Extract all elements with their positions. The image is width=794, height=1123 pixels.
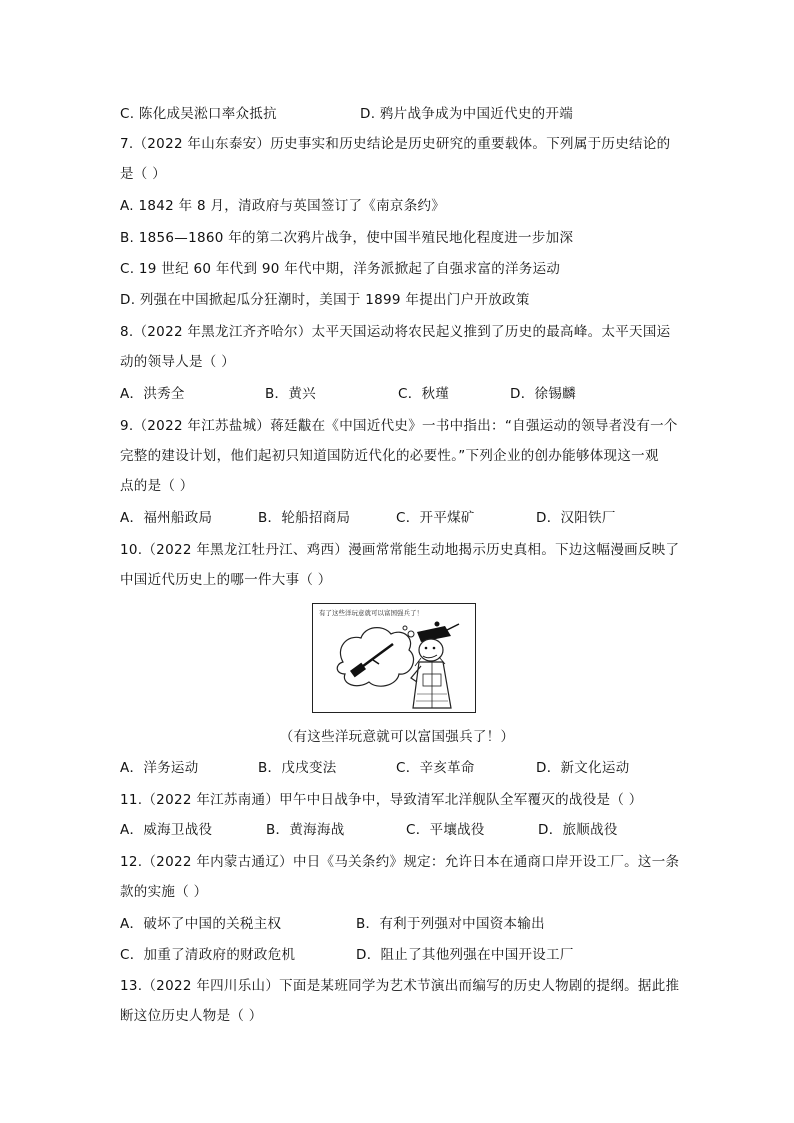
q8-number: 8. — [120, 324, 134, 340]
qing-official-figure — [411, 622, 459, 709]
q7-stem: 历史事实和历史结论是历史研究的重要载体。下列属于历史结论的 — [270, 136, 671, 152]
q12-option-a: A．破坏了中国的关税主权 — [120, 916, 282, 932]
q11-stem-line1 — [120, 790, 643, 810]
q9-stem-line3: 点的是（ ） — [120, 478, 194, 494]
q10-option-a: A．洋务运动 — [120, 760, 199, 776]
q10-number: 10. — [120, 542, 143, 558]
q9-option-a: A．福州船政局 — [120, 510, 213, 526]
q9-stem-line2: 完整的建设计划，他们起初只知道国防近代化的必要性。”下列企业的创办能够体现这一观 — [120, 448, 659, 464]
q10-stem-line1 — [120, 540, 679, 560]
q9-option-d: D．汉阳铁厂 — [536, 510, 616, 526]
q9-number: 9. — [120, 418, 134, 434]
q11-option-d: D．旅顺战役 — [538, 822, 618, 838]
q10-stem: 漫画常常能生动地揭示历史真相。下边这幅漫画反映了 — [348, 542, 680, 558]
q9-stem: 蒋廷黻在《中国近代史》一书中指出：“自强运动的领导者没有一个 — [270, 418, 678, 434]
q13-stem: 下面是某班同学为艺术节演出而编写的历史人物剧的提纲。据此推 — [279, 978, 680, 994]
q12-stem-line2: 款的实施（ ） — [120, 884, 208, 900]
q7-source: （2022 年山东泰安） — [133, 136, 271, 152]
q7-number: 7. — [120, 136, 134, 152]
q7-stem-line2: 是（ ） — [120, 166, 166, 182]
q8-stem: 太平天国运动将农民起义推到了历史的最高峰。太平天国运 — [311, 324, 671, 340]
q8-option-a: A．洪秀全 — [120, 386, 185, 402]
q12-option-d: D．阻止了其他列强在中国开设工厂 — [356, 947, 574, 963]
q7-option-a: A. 1842 年 8 月，清政府与英国签订了《南京条约》 — [120, 198, 446, 214]
q12-source: （2022 年内蒙古通辽） — [142, 854, 293, 870]
cartoon-drawing — [313, 604, 475, 712]
q8-option-b: B．黄兴 — [265, 386, 316, 402]
q12-number: 12. — [120, 854, 143, 870]
q10-option-d: D．新文化运动 — [536, 760, 630, 776]
q6-option-d: D. 鸦片战争成为中国近代史的开端 — [360, 106, 574, 122]
q10-stem-line2: 中国近代历史上的哪一件大事（ ） — [120, 572, 332, 588]
q13-stem-line2: 断这位历史人物是（ ） — [120, 1008, 263, 1024]
q11-source: （2022 年江苏南通） — [142, 792, 280, 808]
q8-stem-line1 — [120, 322, 670, 342]
q11-option-c: C．平壤战役 — [406, 822, 485, 838]
q11-option-a: A．威海卫战役 — [120, 822, 213, 838]
q13-stem-line1 — [120, 976, 679, 996]
q7-option-c: C. 19 世纪 60 年代到 90 年代中期，洋务派掀起了自强求富的洋务运动 — [120, 261, 561, 277]
q11-stem: 甲午中日战争中，导致清军北洋舰队全军覆灭的战役是（ ） — [279, 792, 643, 808]
q8-option-d: D．徐锡麟 — [510, 386, 576, 402]
cartoon-speech-text: 有了这些洋玩意就可以富国强兵了！ — [319, 609, 423, 617]
q9-option-c: C．开平煤矿 — [396, 510, 475, 526]
bubble-dot — [403, 626, 407, 630]
q12-option-c: C．加重了清政府的财政危机 — [120, 947, 296, 963]
q12-stem-line1 — [120, 852, 679, 872]
bubble-dot — [408, 631, 414, 637]
q10-option-b: B．戊戌变法 — [258, 760, 337, 776]
q13-number: 13. — [120, 978, 143, 994]
q9-option-b: B．轮船招商局 — [258, 510, 351, 526]
q10-source: （2022 年黑龙江牡丹江、鸡西） — [142, 542, 349, 558]
q9-stem-line1 — [120, 416, 678, 436]
q10-option-c: C．辛亥革命 — [396, 760, 475, 776]
q12-option-b: B．有利于列强对中国资本输出 — [356, 916, 545, 932]
q8-source: （2022 年黑龙江齐齐哈尔） — [133, 324, 312, 340]
q8-option-c: C．秋瑾 — [398, 386, 450, 402]
q7-option-b: B. 1856—1860 年的第二次鸦片战争，使中国半殖民地化程度进一步加深 — [120, 230, 574, 246]
q7-option-d: D. 列强在中国掀起瓜分狂潮时，美国于 1899 年提出门户开放政策 — [120, 292, 530, 308]
q12-stem: 中日《马关条约》规定：允许日本在通商口岸开设工厂。这一条 — [292, 854, 680, 870]
q6-option-c: C. 陈化成吴淞口率众抵抗 — [120, 106, 277, 122]
q11-option-b: B．黄海海战 — [266, 822, 345, 838]
q9-source: （2022 年江苏盐城） — [133, 418, 271, 434]
q11-number: 11. — [120, 792, 143, 808]
q13-source: （2022 年四川乐山） — [142, 978, 280, 994]
cartoon-figure — [312, 603, 476, 713]
q8-stem-line2: 动的领导人是（ ） — [120, 354, 235, 370]
cartoon-caption: （有这些洋玩意就可以富国强兵了！） — [279, 729, 515, 745]
q7-stem-line1 — [120, 134, 670, 154]
